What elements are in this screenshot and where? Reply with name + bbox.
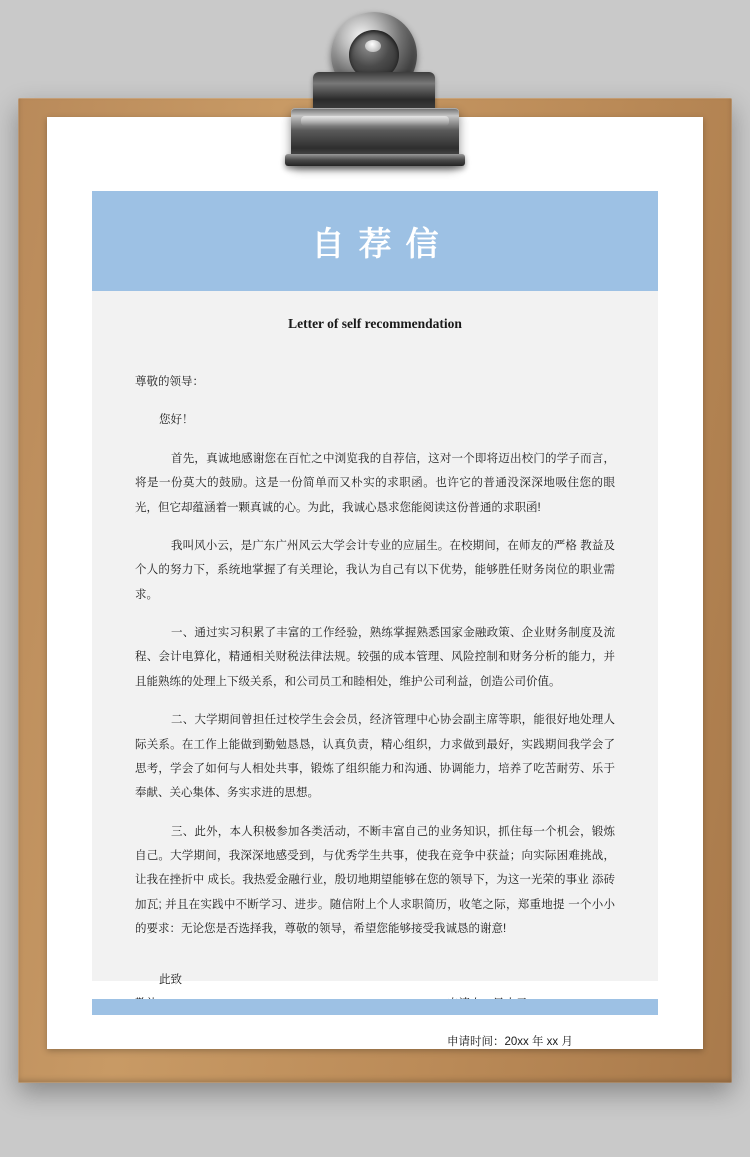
- clipboard-board: [18, 98, 732, 1083]
- subtitle-english: Letter of self recommendation: [288, 316, 462, 331]
- paragraph-5: 三、此外，本人积极参加各类活动，不断丰富自己的业务知识，抓住每一个机会，锻炼自己。大学期间，我深深地感受到，与优秀学生共事，使我在竞争中获益；向实际困难挑战，让我在挫折中 成长。我热爱金融行业，殷切地期望能够在您的领导下，为这一光荣的事业 添砖加瓦; 并且在实践中不断学习、进步。随信附上个人求职简历，收笔之际，郑重地提 一个小小的要求：无论您是否选择我，尊敬的领导，希望您能够接受我诚恳的谢意!: [135, 825, 615, 936]
- letter-body: [135, 370, 615, 942]
- letter-content-area: [92, 191, 658, 1048]
- date-label: 申请时间：: [447, 1035, 505, 1048]
- page-title: 自荐信: [311, 223, 453, 263]
- closing-zhi: 此致: [159, 973, 182, 986]
- clipboard-clip: [275, 12, 475, 172]
- clip-lip: [285, 154, 465, 166]
- paragraph-4: 二、大学期间曾担任过校学生会会员，经济管理中心协会副主席等职，能很好地处理人际关系。在工作上能做到勤勉恳恳，认真负责，精心组织，力求做到最好，实践期间我学会了思考，学会了如何与人相处共事，锻炼了组织能力和沟通、协调能力，培养了吃苦耐劳、乐于奉献、关心集体、务实求进的思想。: [135, 714, 615, 800]
- paper-sheet: [47, 117, 703, 1049]
- footer-banner: [92, 999, 658, 1015]
- paragraph-2: 我叫风小云，是广东广州风云大学会计专业的应届生。在校期间，在师友的严格 教益及个人的努力下，系统地掌握了有关理论，我认为自己有以下优势，能够胜任财务岗位的职业需求。: [135, 539, 615, 601]
- date-value: 20xx 年 xx 月: [504, 1035, 573, 1048]
- letter-document: [47, 117, 703, 1049]
- clip-ring-hole: [365, 40, 381, 52]
- paragraph-1: 首先，真诚地感谢您在百忙之中浏览我的自荐信，这对一个即将迈出校门的学子而言，将是一份莫大的鼓励。这是一份简单而又朴实的求职函。也许它的普通没深深地吸住您的眼光，但它却蕴涵着一颗真诚的心。为此，我诚心恳求您能阅读这份普通的求职函!: [135, 452, 615, 514]
- paragraph-3: 一、通过实习积累了丰富的工作经验，熟练掌握熟悉国家金融政策、企业财务制度及流程、会计电算化，精通相关财税法律法规。较强的成本管理、风险控制和财务分析的能力，并且能熟练的处理上下级关系，和公司员工和睦相处，维护公司利益，创造公司价值。: [135, 627, 615, 688]
- date-line: [447, 1030, 615, 1054]
- title-banner: [92, 191, 658, 291]
- salutation: 尊敬的领导：: [135, 376, 204, 388]
- greeting: 您好！: [159, 414, 194, 427]
